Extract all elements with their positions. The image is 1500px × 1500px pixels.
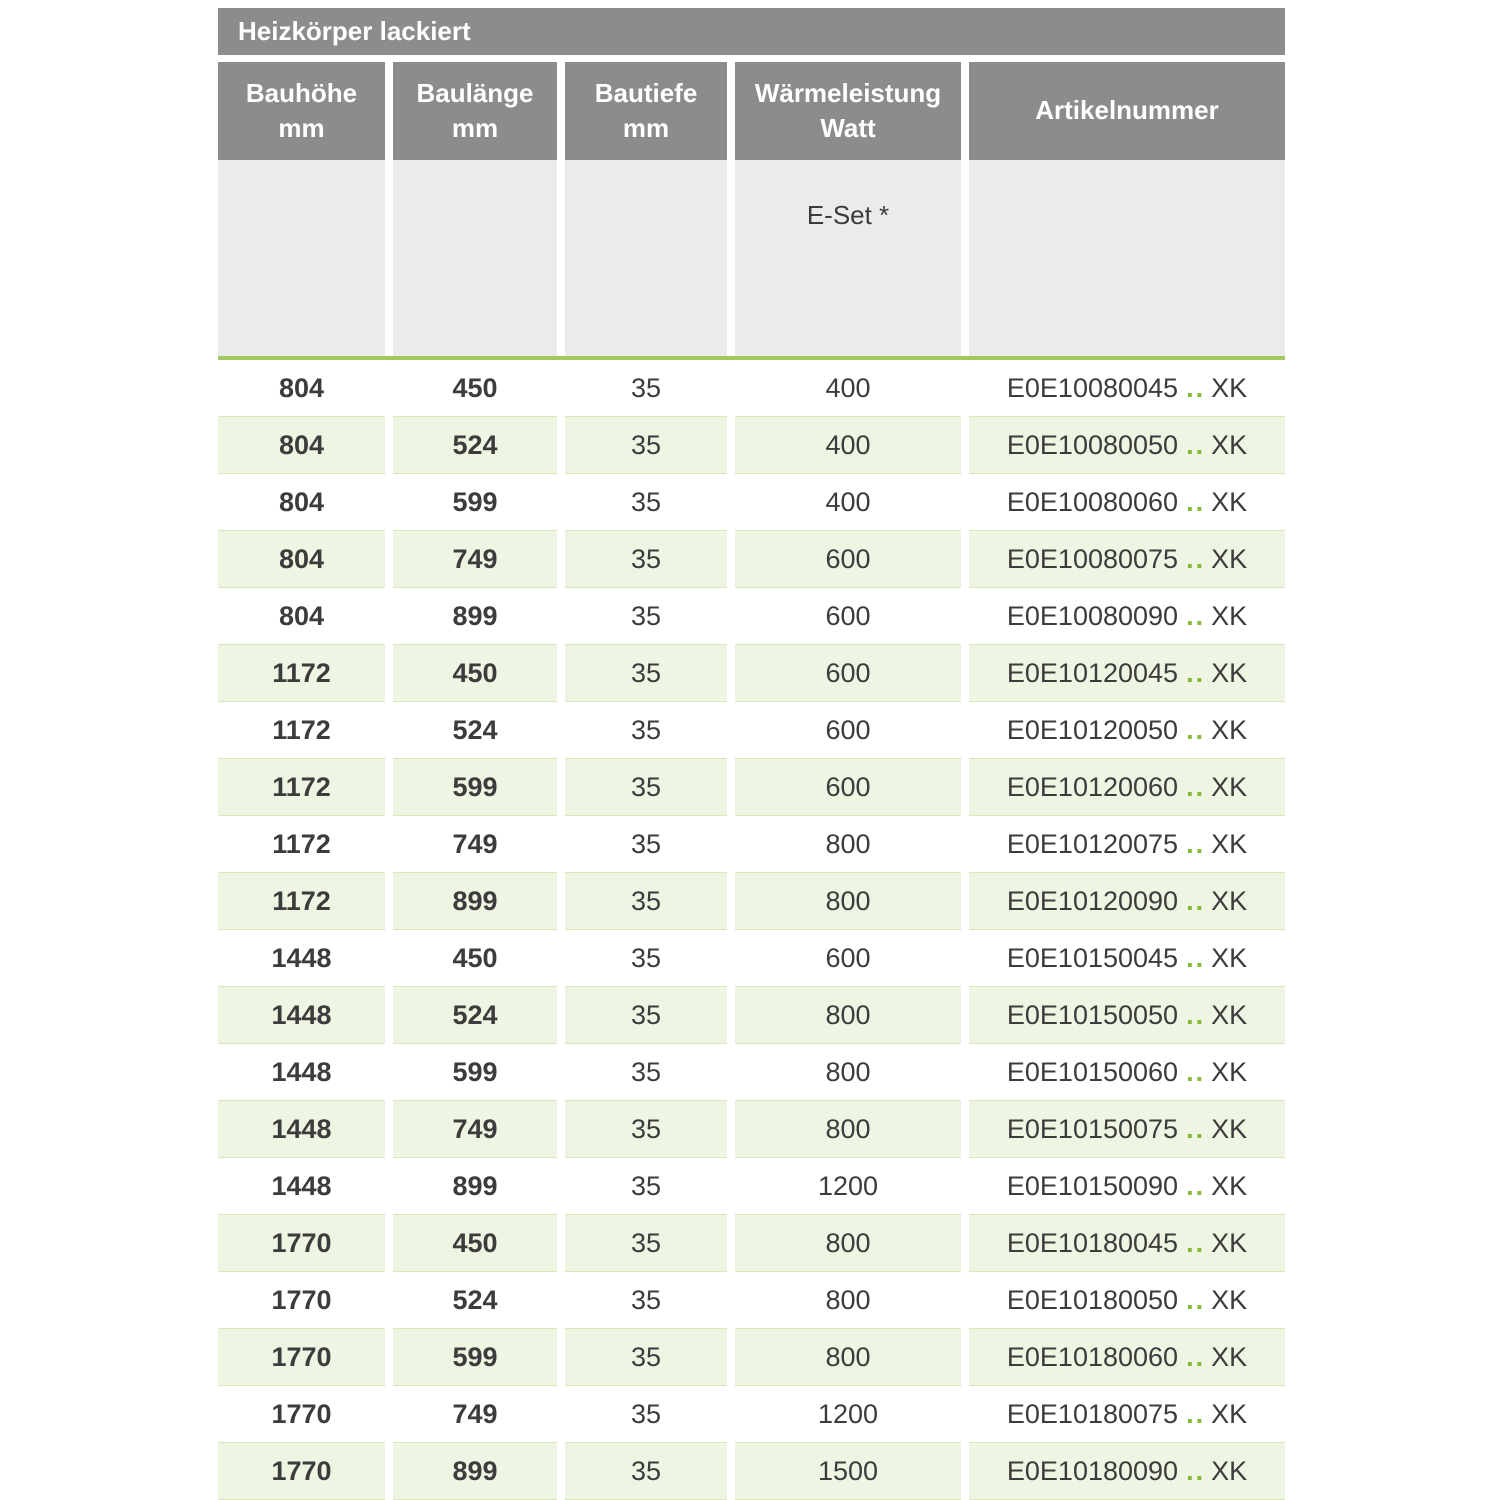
subheader-bautiefe xyxy=(565,160,727,356)
subheader-bauhoehe xyxy=(218,160,385,356)
cell-artikelnummer xyxy=(969,531,1285,588)
cell-bauhoehe: 1770 xyxy=(218,1329,385,1386)
header-bautiefe-line2: mm xyxy=(622,113,670,143)
cell-artikelnummer xyxy=(969,702,1285,759)
table-row xyxy=(218,1443,1285,1500)
cell-baulaenge: 450 xyxy=(393,360,557,417)
artikelnummer-base: E0E10080090 xyxy=(1006,600,1179,631)
table-row xyxy=(218,759,1285,816)
cell-waermeleistung: 600 xyxy=(735,759,961,816)
cell-baulaenge: 599 xyxy=(393,759,557,816)
artikelnummer-base: E0E10080045 xyxy=(1006,372,1179,403)
heizkoerper-product-table xyxy=(218,8,1285,1500)
cell-artikelnummer xyxy=(969,417,1285,474)
cell-bauhoehe: 804 xyxy=(218,360,385,417)
artikelnummer-suffix: XK xyxy=(1211,771,1248,802)
cell-baulaenge: 524 xyxy=(393,1272,557,1329)
cell-waermeleistung: 400 xyxy=(735,417,961,474)
artikelnummer-base: E0E10180050 xyxy=(1006,1284,1179,1315)
artikelnummer-dots: .. xyxy=(1186,1056,1206,1087)
cell-bautiefe: 35 xyxy=(565,417,727,474)
cell-bauhoehe: 1448 xyxy=(218,987,385,1044)
cell-artikelnummer xyxy=(969,1158,1285,1215)
artikelnummer-dots: .. xyxy=(1186,1170,1206,1201)
cell-artikelnummer xyxy=(969,474,1285,531)
cell-baulaenge: 524 xyxy=(393,987,557,1044)
artikelnummer-base: E0E10120060 xyxy=(1006,771,1179,802)
cell-bauhoehe: 1448 xyxy=(218,1158,385,1215)
artikelnummer-base: E0E10080075 xyxy=(1006,543,1179,574)
artikelnummer-base: E0E10080050 xyxy=(1006,429,1179,460)
table-title: Heizkörper lackiert xyxy=(238,16,471,46)
cell-bautiefe: 35 xyxy=(565,360,727,417)
cell-artikelnummer xyxy=(969,1101,1285,1158)
cell-bauhoehe: 1448 xyxy=(218,930,385,987)
artikelnummer-base: E0E10180075 xyxy=(1006,1398,1179,1429)
artikelnummer-suffix: XK xyxy=(1211,1227,1248,1258)
artikelnummer-base: E0E10120090 xyxy=(1006,885,1179,916)
cell-artikelnummer xyxy=(969,873,1285,930)
cell-bauhoehe: 804 xyxy=(218,531,385,588)
artikelnummer-suffix: XK xyxy=(1211,714,1248,745)
cell-baulaenge: 749 xyxy=(393,531,557,588)
cell-waermeleistung: 600 xyxy=(735,702,961,759)
artikelnummer-dots: .. xyxy=(1186,600,1206,631)
cell-bauhoehe: 1172 xyxy=(218,816,385,873)
artikelnummer-suffix: XK xyxy=(1211,1341,1248,1372)
cell-bautiefe: 35 xyxy=(565,1215,727,1272)
cell-waermeleistung: 800 xyxy=(735,816,961,873)
artikelnummer-suffix: XK xyxy=(1211,429,1248,460)
cell-baulaenge: 524 xyxy=(393,417,557,474)
cell-artikelnummer xyxy=(969,1329,1285,1386)
artikelnummer-base: E0E10150045 xyxy=(1006,942,1179,973)
cell-bautiefe: 35 xyxy=(565,1101,727,1158)
header-bauhoehe-line2: mm xyxy=(278,113,325,143)
cell-baulaenge: 749 xyxy=(393,1386,557,1443)
cell-bautiefe: 35 xyxy=(565,1272,727,1329)
cell-artikelnummer xyxy=(969,987,1285,1044)
cell-baulaenge: 749 xyxy=(393,816,557,873)
header-artikelnummer xyxy=(969,62,1285,160)
cell-baulaenge: 899 xyxy=(393,1443,557,1500)
cell-bautiefe: 35 xyxy=(565,759,727,816)
cell-waermeleistung: 600 xyxy=(735,588,961,645)
cell-waermeleistung: 1200 xyxy=(735,1158,961,1215)
artikelnummer-dots: .. xyxy=(1186,372,1206,403)
cell-bautiefe: 35 xyxy=(565,1443,727,1500)
cell-waermeleistung: 400 xyxy=(735,474,961,531)
cell-waermeleistung: 600 xyxy=(735,645,961,702)
table-title-bar xyxy=(218,8,1285,55)
table-row xyxy=(218,987,1285,1044)
artikelnummer-suffix: XK xyxy=(1211,543,1248,574)
cell-bautiefe: 35 xyxy=(565,1044,727,1101)
cell-artikelnummer xyxy=(969,816,1285,873)
cell-waermeleistung: 1200 xyxy=(735,1386,961,1443)
artikelnummer-suffix: XK xyxy=(1211,1398,1248,1429)
cell-baulaenge: 450 xyxy=(393,930,557,987)
cell-bautiefe: 35 xyxy=(565,1158,727,1215)
cell-artikelnummer xyxy=(969,759,1285,816)
artikelnummer-base: E0E10150090 xyxy=(1006,1170,1179,1201)
cell-bauhoehe: 1448 xyxy=(218,1044,385,1101)
cell-waermeleistung: 800 xyxy=(735,873,961,930)
table-row xyxy=(218,1101,1285,1158)
artikelnummer-suffix: XK xyxy=(1211,657,1248,688)
header-baulaenge xyxy=(393,62,557,160)
artikelnummer-dots: .. xyxy=(1186,828,1206,859)
artikelnummer-base: E0E10180060 xyxy=(1006,1341,1179,1372)
header-waermeleistung xyxy=(735,62,961,160)
cell-artikelnummer xyxy=(969,1272,1285,1329)
cell-waermeleistung: 400 xyxy=(735,360,961,417)
artikelnummer-suffix: XK xyxy=(1211,942,1248,973)
cell-bautiefe: 35 xyxy=(565,645,727,702)
cell-waermeleistung: 800 xyxy=(735,1215,961,1272)
cell-bauhoehe: 1172 xyxy=(218,873,385,930)
cell-bauhoehe: 804 xyxy=(218,588,385,645)
cell-bautiefe: 35 xyxy=(565,987,727,1044)
cell-bauhoehe: 1172 xyxy=(218,759,385,816)
cell-bauhoehe: 1172 xyxy=(218,645,385,702)
artikelnummer-base: E0E10120045 xyxy=(1006,657,1179,688)
table-row xyxy=(218,474,1285,531)
artikelnummer-dots: .. xyxy=(1186,1341,1206,1372)
cell-baulaenge: 899 xyxy=(393,588,557,645)
cell-waermeleistung: 800 xyxy=(735,1329,961,1386)
artikelnummer-suffix: XK xyxy=(1211,1284,1248,1315)
table-row xyxy=(218,1158,1285,1215)
table-row xyxy=(218,645,1285,702)
cell-bauhoehe: 804 xyxy=(218,417,385,474)
cell-bautiefe: 35 xyxy=(565,816,727,873)
table-row xyxy=(218,1386,1285,1443)
artikelnummer-base: E0E10120075 xyxy=(1006,828,1179,859)
subheader-eset xyxy=(735,160,961,356)
table-row xyxy=(218,816,1285,873)
artikelnummer-suffix: XK xyxy=(1211,999,1248,1030)
cell-artikelnummer xyxy=(969,645,1285,702)
table-row xyxy=(218,1272,1285,1329)
cell-waermeleistung: 600 xyxy=(735,531,961,588)
artikelnummer-base: E0E10120050 xyxy=(1006,714,1179,745)
cell-waermeleistung: 800 xyxy=(735,987,961,1044)
cell-baulaenge: 899 xyxy=(393,1158,557,1215)
cell-waermeleistung: 800 xyxy=(735,1044,961,1101)
artikelnummer-suffix: XK xyxy=(1211,1170,1248,1201)
cell-baulaenge: 599 xyxy=(393,1044,557,1101)
artikelnummer-dots: .. xyxy=(1186,543,1206,574)
cell-artikelnummer xyxy=(969,1215,1285,1272)
eset-label: E-Set * xyxy=(806,200,890,230)
header-bautiefe xyxy=(565,62,727,160)
table-row xyxy=(218,1044,1285,1101)
cell-artikelnummer xyxy=(969,930,1285,987)
artikelnummer-base: E0E10080060 xyxy=(1006,486,1179,517)
table-subheader-row xyxy=(218,160,1285,356)
header-bauhoehe-line1: Bauhöhe xyxy=(245,77,358,108)
cell-bautiefe: 35 xyxy=(565,588,727,645)
artikelnummer-dots: .. xyxy=(1186,1284,1206,1315)
cell-baulaenge: 450 xyxy=(393,645,557,702)
table-body xyxy=(218,360,1285,1500)
artikelnummer-base: E0E10150050 xyxy=(1006,999,1179,1030)
cell-baulaenge: 749 xyxy=(393,1101,557,1158)
artikelnummer-suffix: XK xyxy=(1211,828,1248,859)
cell-baulaenge: 599 xyxy=(393,1329,557,1386)
cell-waermeleistung: 800 xyxy=(735,1101,961,1158)
artikelnummer-suffix: XK xyxy=(1211,372,1248,403)
table-header-row xyxy=(218,62,1285,160)
header-baulaenge-line2: mm xyxy=(451,113,499,143)
artikelnummer-suffix: XK xyxy=(1211,600,1248,631)
artikelnummer-dots: .. xyxy=(1186,486,1206,517)
cell-artikelnummer xyxy=(969,1044,1285,1101)
artikelnummer-suffix: XK xyxy=(1211,1113,1248,1144)
table-row xyxy=(218,417,1285,474)
table-row xyxy=(218,930,1285,987)
table-row xyxy=(218,360,1285,417)
table-row xyxy=(218,588,1285,645)
header-baulaenge-line1: Baulänge xyxy=(416,77,534,108)
cell-bautiefe: 35 xyxy=(565,702,727,759)
cell-waermeleistung: 600 xyxy=(735,930,961,987)
artikelnummer-base: E0E10180090 xyxy=(1006,1455,1179,1486)
artikelnummer-dots: .. xyxy=(1186,429,1206,460)
cell-bauhoehe: 1770 xyxy=(218,1272,385,1329)
artikelnummer-dots: .. xyxy=(1186,1455,1206,1486)
artikelnummer-dots: .. xyxy=(1186,885,1206,916)
artikelnummer-dots: .. xyxy=(1186,714,1206,745)
header-bautiefe-line1: Bautiefe xyxy=(594,77,698,108)
artikelnummer-dots: .. xyxy=(1186,1113,1206,1144)
table-row xyxy=(218,1329,1285,1386)
header-waermeleistung-line2: Watt xyxy=(820,113,876,143)
cell-artikelnummer xyxy=(969,588,1285,645)
cell-bautiefe: 35 xyxy=(565,531,727,588)
cell-bauhoehe: 1770 xyxy=(218,1386,385,1443)
header-bauhoehe xyxy=(218,62,385,160)
artikelnummer-dots: .. xyxy=(1186,771,1206,802)
artikelnummer-dots: .. xyxy=(1186,999,1206,1030)
artikelnummer-dots: .. xyxy=(1186,1227,1206,1258)
artikelnummer-suffix: XK xyxy=(1211,1455,1248,1486)
artikelnummer-suffix: XK xyxy=(1211,1056,1248,1087)
subheader-artikelnummer xyxy=(969,160,1285,356)
header-artikelnummer-line1: Artikelnummer xyxy=(1035,95,1219,126)
cell-waermeleistung: 800 xyxy=(735,1272,961,1329)
cell-artikelnummer xyxy=(969,1386,1285,1443)
cell-bauhoehe: 804 xyxy=(218,474,385,531)
cell-bautiefe: 35 xyxy=(565,930,727,987)
artikelnummer-base: E0E10150075 xyxy=(1006,1113,1179,1144)
subheader-baulaenge xyxy=(393,160,557,356)
artikelnummer-dots: .. xyxy=(1186,1398,1206,1429)
table-row xyxy=(218,531,1285,588)
artikelnummer-base: E0E10180045 xyxy=(1006,1227,1179,1258)
cell-bauhoehe: 1770 xyxy=(218,1443,385,1500)
artikelnummer-suffix: XK xyxy=(1211,885,1248,916)
table-row xyxy=(218,1215,1285,1272)
artikelnummer-suffix: XK xyxy=(1211,486,1248,517)
cell-artikelnummer xyxy=(969,1443,1285,1500)
header-waermeleistung-line1: Wärmeleistung xyxy=(754,77,942,108)
cell-bauhoehe: 1770 xyxy=(218,1215,385,1272)
cell-artikelnummer xyxy=(969,360,1285,417)
cell-bauhoehe: 1172 xyxy=(218,702,385,759)
artikelnummer-dots: .. xyxy=(1186,657,1206,688)
cell-bautiefe: 35 xyxy=(565,474,727,531)
cell-baulaenge: 599 xyxy=(393,474,557,531)
cell-baulaenge: 524 xyxy=(393,702,557,759)
table-row xyxy=(218,702,1285,759)
artikelnummer-base: E0E10150060 xyxy=(1006,1056,1179,1087)
cell-bautiefe: 35 xyxy=(565,1386,727,1443)
artikelnummer-dots: .. xyxy=(1186,942,1206,973)
cell-bautiefe: 35 xyxy=(565,1329,727,1386)
cell-bautiefe: 35 xyxy=(565,873,727,930)
cell-baulaenge: 899 xyxy=(393,873,557,930)
cell-baulaenge: 450 xyxy=(393,1215,557,1272)
table-row xyxy=(218,873,1285,930)
cell-waermeleistung: 1500 xyxy=(735,1443,961,1500)
cell-bauhoehe: 1448 xyxy=(218,1101,385,1158)
